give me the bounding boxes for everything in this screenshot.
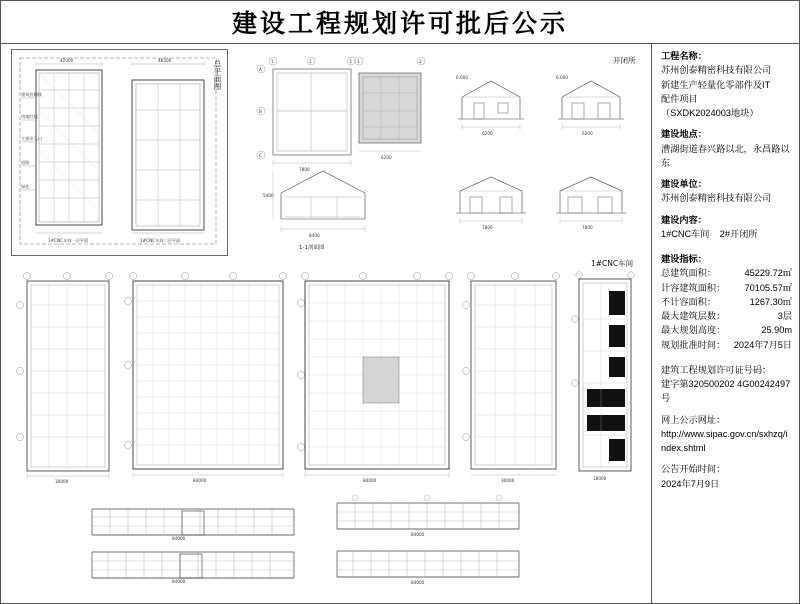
indicator-value: 2024年7月5日 [733, 339, 792, 350]
site-plan-caption: 总平面图 [213, 60, 222, 90]
svg-text:84000: 84000 [172, 579, 186, 584]
svg-text:7800: 7800 [299, 167, 310, 172]
page-title: 建设工程规划许可批后公示 [231, 9, 568, 38]
indicator-value: 45229.72㎡ [744, 268, 792, 279]
svg-text:84000: 84000 [363, 478, 377, 483]
svg-text:6200: 6200 [582, 131, 593, 136]
elevation-drawing-4 [546, 161, 636, 231]
content-value: 1#CNC车间 2#开闭所 [661, 228, 758, 239]
publish-block [661, 462, 792, 491]
permit-value: 建字第320500202 4G00242497号 [661, 379, 791, 404]
site-plan-drawing [11, 49, 228, 256]
svg-text:84000: 84000 [411, 580, 425, 585]
open-close-station-plan [251, 51, 436, 256]
svg-text:42000: 42000 [60, 58, 74, 63]
svg-text:1#CNC车间一层平面: 1#CNC车间一层平面 [48, 238, 89, 243]
project-name-line-2: 新建生产轻量化零部件及IT [661, 79, 771, 90]
svg-text:2: 2 [419, 59, 422, 64]
website-url[interactable]: http://www.sipac.gov.cn/sxhzq/index.shtml [661, 428, 788, 453]
project-name-block [661, 49, 792, 120]
unit-value: 苏州创泰精密科技有限公司 [661, 193, 772, 204]
floor-plan-3 [297, 269, 457, 484]
site-value: 漕湖街道春兴路以北，永昌路以东 [661, 143, 790, 168]
permit-label: 建筑工程规划许可证号码： [661, 364, 772, 375]
site-label: 建设地点： [661, 129, 707, 140]
publish-label: 公告开始时间： [661, 464, 726, 475]
project-name-line-4: （SXDK2024003地块） [661, 108, 759, 118]
svg-text:46500: 46500 [158, 58, 172, 63]
bottom-elevation-4 [331, 541, 526, 586]
svg-text:建筑控制线: 建筑控制线 [21, 92, 42, 97]
floor-plan-2 [123, 269, 293, 484]
bottom-elevation-3 [331, 493, 526, 538]
indicator-key: 不计容面积： [661, 296, 717, 307]
svg-text:道路: 道路 [21, 160, 30, 165]
svg-text:1: 1 [357, 59, 360, 64]
svg-text:6200: 6200 [381, 155, 392, 160]
website-block [661, 413, 792, 456]
project-name-label: 工程名称： [661, 51, 707, 61]
svg-text:84000: 84000 [411, 532, 425, 537]
svg-text:5400: 5400 [263, 193, 274, 198]
title-bar [1, 1, 799, 44]
svg-text:7800: 7800 [482, 225, 493, 230]
unit-label: 建设单位： [661, 179, 707, 189]
svg-text:1: 1 [271, 59, 274, 64]
indicator-row [661, 323, 792, 337]
indicators-label: 建设指标： [661, 254, 707, 264]
project-name-line-1: 苏州创泰精密科技有限公司 [661, 65, 772, 76]
svg-text:3: 3 [349, 59, 352, 64]
indicator-value: 3层 [777, 311, 792, 321]
indicator-row [661, 309, 792, 323]
svg-text:6.000: 6.000 [556, 75, 568, 80]
svg-text:8400: 8400 [309, 233, 320, 238]
svg-text:6200: 6200 [482, 131, 493, 136]
svg-text:30000: 30000 [55, 479, 69, 484]
elevation-drawing-1 [446, 61, 536, 139]
floor-plan-4 [461, 269, 566, 484]
indicator-row [661, 338, 792, 352]
svg-text:30000: 30000 [501, 478, 515, 483]
svg-text:B: B [259, 109, 262, 114]
elevation-drawing-2 [546, 61, 636, 139]
svg-text:1-1剖面图: 1-1剖面图 [299, 245, 325, 251]
svg-text:用地红线: 用地红线 [21, 114, 38, 119]
svg-text:6.000: 6.000 [456, 75, 468, 80]
indicator-value: 25.90m [761, 325, 792, 336]
svg-text:7800: 7800 [582, 225, 593, 230]
indicator-value: 70105.57㎡ [744, 282, 792, 293]
svg-text:84000: 84000 [172, 536, 186, 541]
indicator-key: 总建筑面积： [661, 268, 717, 279]
info-panel [651, 43, 799, 604]
publish-value: 2024年7月9日 [661, 478, 720, 489]
indicator-key: 计容建筑面积： [661, 282, 726, 293]
indicator-key: 规划批准时间： [661, 339, 726, 350]
indicator-row [661, 281, 792, 295]
svg-text:84000: 84000 [193, 478, 207, 483]
permit-block [661, 363, 792, 406]
website-label: 网上公示网址： [661, 414, 726, 425]
indicator-key: 最大建筑层数： [661, 311, 726, 321]
indicator-value: 1267.30㎡ [749, 296, 792, 307]
bottom-elevation-1 [86, 501, 301, 541]
svg-text:主要出入口: 主要出入口 [21, 136, 42, 141]
indicators-block [661, 252, 792, 352]
svg-text:绿化: 绿化 [21, 184, 30, 189]
cnc-workshop-caption: 1#CNC车间 [591, 259, 634, 268]
content-block [661, 213, 792, 242]
site-block [661, 127, 792, 170]
svg-text:1#CNC车间二层平面: 1#CNC车间二层平面 [140, 238, 181, 243]
svg-text:C: C [259, 153, 262, 158]
bottom-elevation-2 [86, 544, 301, 584]
open-close-station-caption: 开闭所 [613, 56, 636, 65]
floor-plan-5 [571, 269, 641, 484]
unit-block [661, 177, 792, 206]
indicator-row [661, 295, 792, 309]
project-name-line-3: 配件项目 [661, 93, 698, 104]
svg-text:2: 2 [309, 59, 312, 64]
indicator-key: 最大规划高度： [661, 325, 726, 336]
content-label: 建设内容： [661, 214, 707, 225]
elevation-drawing-3 [446, 161, 536, 231]
svg-text:A: A [259, 67, 262, 72]
floor-plan-1 [13, 269, 121, 484]
svg-text:18000: 18000 [593, 476, 607, 481]
indicator-row [661, 266, 792, 280]
